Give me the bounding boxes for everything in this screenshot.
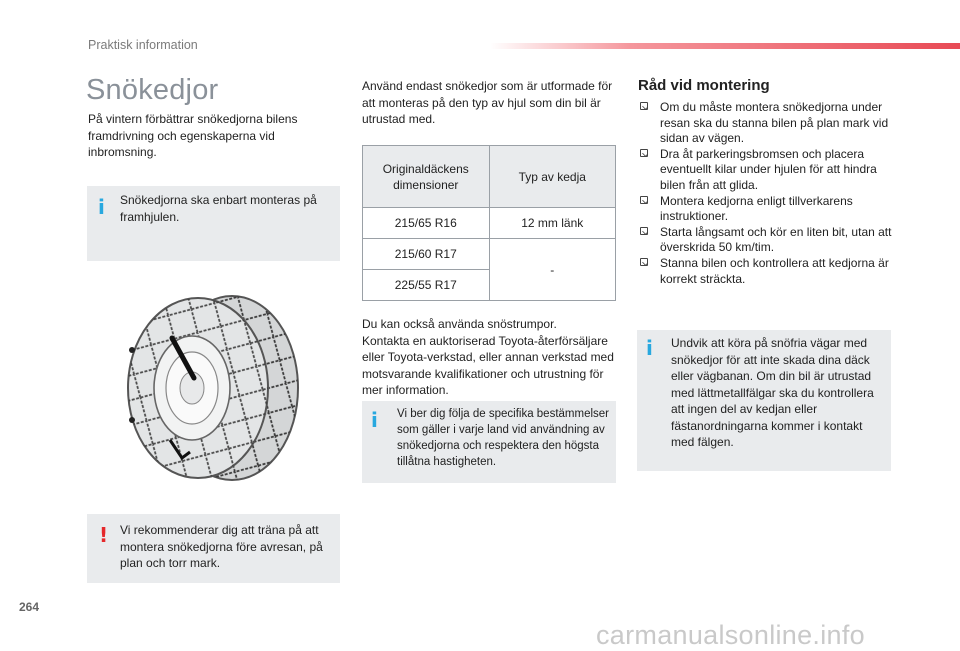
- watermark: carmanualsonline.info: [596, 620, 865, 650]
- regulations-note-box: [362, 401, 616, 483]
- alloy-rim-note-text: Undvik att köra på snöfria vägar med snökedjor för att inte skada dina däck eller vägbanan. Om din bil är utrustad med lättmetallfälgar ska du kontrollera att ingen del av kedjan eller fästanordningarna kommer i kontakt med fälgen.: [671, 336, 874, 449]
- info-icon: i: [371, 408, 378, 432]
- warning-note-text: Vi rekommenderar dig att träna på att montera snökedjorna före avresan, på plan och torr mark.: [120, 523, 323, 570]
- warning-note-box: [87, 514, 340, 583]
- page-title: Snökedjor: [86, 74, 219, 106]
- list-item: Om du måste montera snökedjorna under resan ska du stanna bilen på plan mark vid sidan av vägen.: [638, 100, 894, 147]
- info-icon: i: [646, 336, 653, 360]
- table-header-dimensions: Originaldäckens dimensioner: [363, 146, 490, 208]
- info-icon: i: [98, 195, 105, 219]
- table-cell-dimension: 215/60 R17: [363, 239, 490, 270]
- page-number: 264: [19, 600, 40, 614]
- info-note-box: [87, 186, 340, 261]
- warning-icon: !: [99, 523, 109, 547]
- info-note-text: Snökedjorna ska enbart monteras på framhjulen.: [120, 193, 317, 224]
- tire-with-chain-icon: [124, 290, 304, 486]
- list-item: Montera kedjorna enligt tillverkarens instruktioner.: [638, 194, 894, 225]
- header-accent-bar: [490, 43, 960, 49]
- list-item: Starta långsamt och kör en liten bit, utan att överskrida 50 km/tim.: [638, 225, 894, 256]
- table-cell-dimension: 215/65 R16: [363, 208, 490, 239]
- checkbox-bullet-icon: [640, 102, 648, 110]
- checkbox-bullet-icon: [640, 227, 648, 235]
- intro-paragraph: På vintern förbättrar snökedjorna bilens framdrivning och egenskaperna vid inbromsning.: [88, 112, 298, 159]
- checkbox-bullet-icon: [640, 258, 648, 266]
- mounting-steps-list: [638, 100, 894, 287]
- table-cell-chain-type: 12 mm länk: [489, 208, 616, 239]
- checkbox-bullet-icon: [640, 196, 648, 204]
- section-header: Praktisk information: [88, 38, 198, 52]
- table-cell-dimension: 225/55 R17: [363, 270, 490, 301]
- list-item: Stanna bilen och kontrollera att kedjorna är korrekt sträckta.: [638, 256, 894, 287]
- table-row: [363, 208, 616, 239]
- table-row: [363, 239, 616, 270]
- chain-spec-table: [362, 145, 616, 301]
- snow-socks-paragraph: Du kan också använda snöstrumpor. Kontakta en auktoriserad Toyota-återförsäljare eller Toyota-verkstad, eller annan verkstad med motsvarande kvalifikationer och utrustning för mer information.: [362, 317, 614, 397]
- checkbox-bullet-icon: [640, 149, 648, 157]
- alloy-rim-note-box: [637, 330, 891, 471]
- list-item: Dra åt parkeringsbromsen och placera eventuellt kilar under hjulen för att hindra bilen från att glida.: [638, 147, 894, 194]
- table-cell-chain-type: -: [489, 239, 616, 301]
- regulations-note-text: Vi ber dig följa de specifika bestämmelser som gäller i varje land vid användning av snökedjorna och respektera den högsta tillåtna hastigheten.: [397, 408, 610, 468]
- snow-chain-illustration: [124, 290, 304, 486]
- table-header-chain-type: Typ av kedja: [489, 146, 616, 208]
- chain-usage-paragraph: Använd endast snökedjor som är utformade för att monteras på den typ av hjul som din bil är utrustad med.: [362, 79, 613, 126]
- mounting-advice-heading: Råd vid montering: [638, 77, 770, 94]
